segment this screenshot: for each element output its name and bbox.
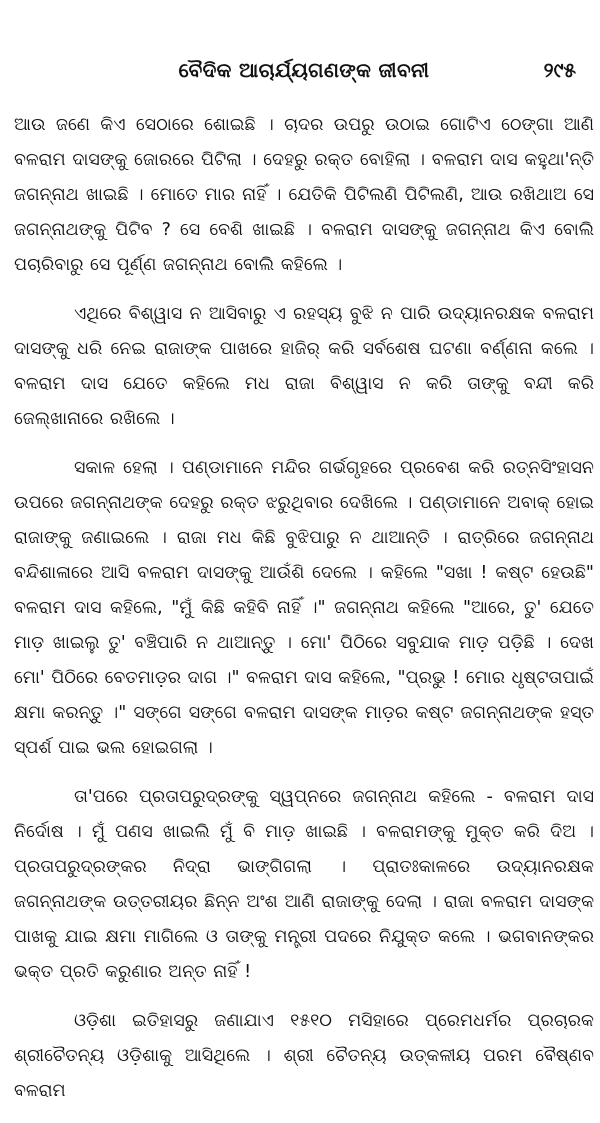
paragraph-5: ଓଡ଼ିଶା ଇତିହାସରୁ ଜଣାଯାଏ ୧୫୧୦ ମସିହାରେ ପ୍ରେମଧର୍ମର ପ୍ରଚାରକ ଶ୍ରୀଚୈତନ୍ୟ ଓଡ଼ିଶାକୁ ଆସିଥିଲେ । ଶ୍ରୀ ଚୈତନ୍ୟ ଉତ୍କଳୀୟ ପରମ ବୈଷ୍ଣବ ବଳରାମ — [14, 1011, 594, 1101]
paragraph-3: ସକାଳ ହେଲା । ପଣ୍ଡାମାନେ ମନ୍ଦିର ଗର୍ଭଗୃହରେ ପ୍ରବେଶ କରି ରତ୍ନସିଂହାସନ ଉପରେ ଜଗନ୍ନାଥଙ୍କ ଦେହରୁ ରକ୍ତ ଝରୁଥିବାର ଦେଖିଲେ । ପଣ୍ଡାମାନେ ଅବାକ୍ ହୋଇ ରାଜାଙ୍କୁ ଜଣାଇଲେ । ରାଜା ମଧ କିଛି ବୁଝିପାରୁ ନ ଥାଆନ୍ତି । ରାତ୍ରିରେ ଜଗନ୍ନାଥ ବନ୍ଦିଶାଳାରେ ଆସି ବଳରାମ ଦାସଙ୍କୁ ଆଉଁଶି ଦେଲେ । କହିଲେ "ସଖା ! କଷ୍ଟ ହେଉଛି" ବଳରାମ ଦାସ କହିଲେ, "ମୁଁ କିଛି କହିବି ନାହିଁ ।" ଜଗନ୍ନାଥ କହିଲେ "ଆରେ, ତୁ' ଯେତେ ମାଡ଼ ଖାଇଲୁ ତୁ' ବଞ୍ଚିପାରି ନ ଥାଆନ୍ତୁ । ମୋ' ପିଠିରେ ସବୁଯାକ ମାଡ଼ ପଡ଼ିଛି । ଦେଖ ମୋ' ପିଠିରେ ବେତମାଡ଼ର ଦାଗ ।" ବଳରାମ ଦାସ କହିଲେ, "ପ୍ରଭୁ ! ମୋର ଧୃଷ୍ଟତାପାଇଁ କ୍ଷମା କରନ୍ତୁ ।" ସଙ୍ଗେ ସଙ୍ଗେ ବଳରାମ ଦାସଙ୍କ ମାଡ଼ର କଷ୍ଟ ଜଗନ୍ନାଥଙ୍କ ହସ୍ତ ସ୍ପର୍ଶ ପାଇ ଭଲ ହୋଇଗଲା । — [14, 458, 594, 758]
body-text — [14, 108, 594, 1123]
running-header — [14, 0, 594, 96]
paragraph-1: ଆଉ ଜଣେ କିଏ ସେଠାରେ ଶୋଇଛି । ଚାଦର ଉପରୁ ଉଠାଇ ଗୋଟିଏ ଠେଙ୍ଗା ଆଣି ବଳରାମ ଦାସଙ୍କୁ ଜୋରରେ ପିଟିଲା । ଦେହରୁ ରକ୍ତ ବୋହିଲା । ବଳରାମ ଦାସ କହୁଥା'ନ୍ତି ଜଗନ୍ନାଥ ଖାଇଛି । ମୋତେ ମାର ନାହିଁ । ଯେତିକି ପିଟିଲଣି ପିଟିଲଣି, ଆଉ ରଖିଥାଅ ସେ ଜଗନ୍ନାଥଙ୍କୁ ପିଟିବ ? ସେ ବେଶି ଖାଇଛି । ବଳରାମ ଦାସଙ୍କୁ ଜଗନ୍ନାଥ କିଏ ବୋଲି ପଚାରିବାରୁ ସେ ପୂର୍ଣ୍ଣ ଜଗନ୍ନାଥ ବୋଲି କହିଲେ । — [14, 115, 594, 275]
paragraph-2: ଏଥିରେ ବିଶ୍ୱାସ ନ ଆସିବାରୁ ଏ ରହସ୍ୟ ବୁଝି ନ ପାରି ଉଦ୍ୟାନରକ୍ଷକ ବଳରାମ ଦାସଙ୍କୁ ଧରି ନେଇ ରାଜାଙ୍କ ପାଖରେ ହାଜିର୍ କରି ସର୍ବଶେଷ ଘଟଣା ବର୍ଣ୍ଣନା କଲେ । ବଳରାମ ଦାସ ଯେତେ କହିଲେ ମଧ ରାଜା ବିଶ୍ୱାସ ନ କରି ତାଙ୍କୁ ବନ୍ଦୀ କରି ଜେଲ୍ଖାନାରେ ରଖିଲେ । — [14, 304, 594, 429]
header-title: ବୈଦିକ ଆଚାର୍ଯ୍ୟଗଣଙ୍କ ଜୀବନୀ — [178, 58, 430, 82]
paragraph-4: ତା'ପରେ ପ୍ରତାପରୁଦ୍ରଙ୍କୁ ସ୍ୱପ୍ନରେ ଜଗନ୍ନାଥ କହିଲେ - ବଳରାମ ଦାସ ନିର୍ଦୋଷ । ମୁଁ ପଣସ ଖାଇଲି ମୁଁ ବି ମାଡ଼ ଖାଇଛି । ବଳରାମଙ୍କୁ ମୁକ୍ତ କରି ଦିଅ । ପ୍ରତାପରୁଦ୍ରଙ୍କର ନିଦ୍ରା ଭାଙ୍ଗିଗଲା । ପ୍ରାତଃକାଳରେ ଉଦ୍ୟାନରକ୍ଷକ ଜଗନ୍ନାଥଙ୍କ ଉତ୍ତରୀୟର ଛିନ୍ନ ଅଂଶ ଆଣି ରାଜାଙ୍କୁ ଦେଲା । ରାଜା ବଳରାମ ଦାସଙ୍କ ପାଖକୁ ଯାଇ କ୍ଷମା ମାଗିଲେ ଓ ତାଙ୍କୁ ମନ୍ତ୍ରୀ ପଦରେ ନିଯୁକ୍ତ କଲେ । ଭଗବାନଙ୍କର ଭକ୍ତ ପ୍ରତି କରୁଣାର ଅନ୍ତ ନାହିଁ ! — [14, 787, 594, 982]
page-number: ୨୯୫ — [543, 58, 576, 82]
